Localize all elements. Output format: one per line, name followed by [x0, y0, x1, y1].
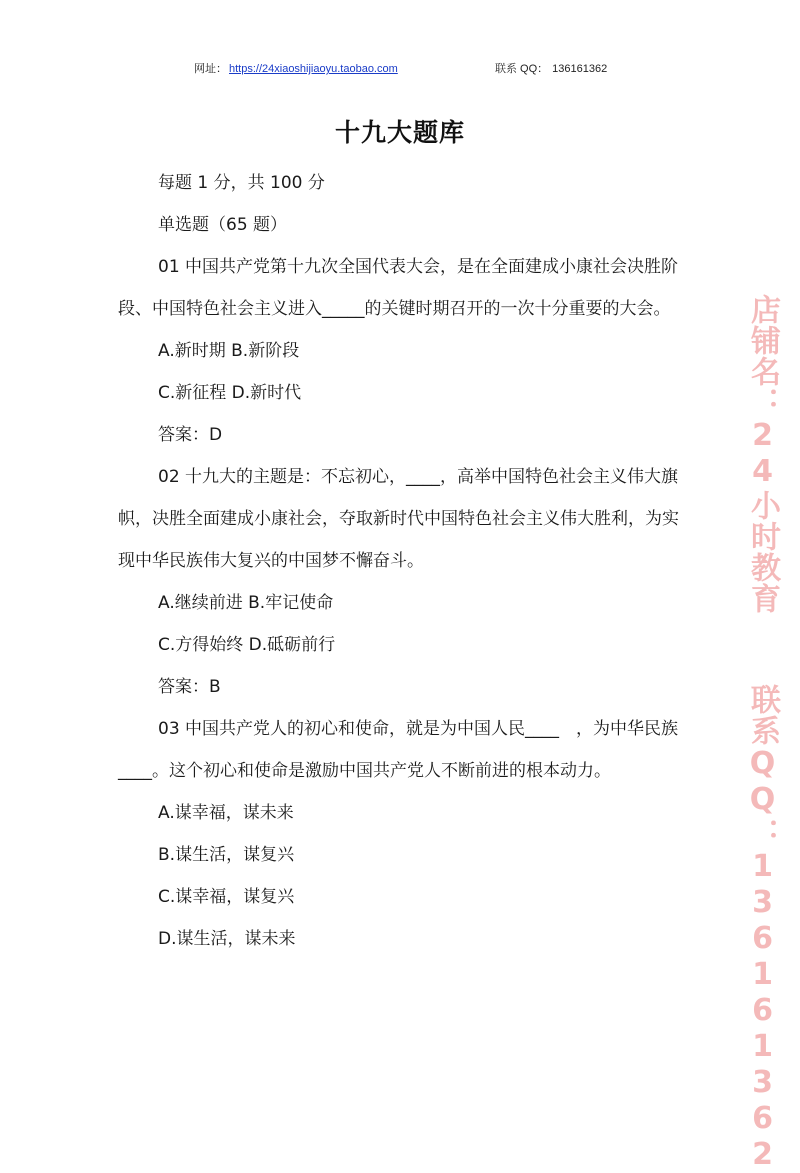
question-01-text: 01 中国共产党第十九次全国代表大会，是在全面建成小康社会决胜阶段、中国特色社会主义进入_____的关键时期召开的一次十分重要的大会。 — [118, 257, 679, 319]
question-02-options-ab: A.继续前进 B.牢记使命 — [158, 593, 334, 613]
watermark-contact-qq: 联系QQ：136161362 — [745, 684, 780, 1173]
question-03-option-d: D.谋生活，谋未来 — [158, 929, 296, 949]
website-link[interactable]: https://24xiaoshijiaoyu.taobao.com — [229, 63, 398, 75]
question-01-answer: 答案：D — [158, 425, 223, 445]
question-02-text: 02 十九大的主题是：不忘初心，____，高举中国特色社会主义伟大旗帜，决胜全面建成小康社会，夺取新时代中国特色社会主义伟大胜利，为实现中华民族伟大复兴的中国梦不懈奋斗。 — [118, 467, 679, 571]
question-03-option-a: A.谋幸福，谋未来 — [158, 803, 294, 823]
website-info — [194, 60, 398, 76]
question-03-option-c: C.谋幸福，谋复兴 — [158, 887, 295, 907]
qq-label: 联系 QQ： — [495, 63, 549, 75]
scoring-note: 每题 1 分，共 100 分 — [158, 173, 325, 193]
section-heading: 单选题（65 题） — [158, 215, 288, 235]
page-header — [0, 58, 800, 78]
question-03-text: 03 中国共产党人的初心和使命，就是为中国人民____ ，为中华民族____。这个初心和使命是激励中国共产党人不断前进的根本动力。 — [118, 719, 679, 781]
qq-number: 136161362 — [552, 63, 608, 75]
question-01-options-ab: A.新时期 B.新阶段 — [158, 341, 300, 361]
question-03-option-b: B.谋生活，谋复兴 — [158, 845, 295, 865]
contact-qq-info — [495, 60, 607, 76]
document-title: 十九大题库 — [334, 118, 465, 147]
question-02-answer: 答案：B — [158, 677, 221, 697]
website-label: 网址： — [194, 63, 227, 75]
document-body — [118, 162, 688, 960]
question-02-options-cd: C.方得始终 D.砥砺前行 — [158, 635, 336, 655]
shop-watermark — [732, 294, 792, 1173]
watermark-shop-name: 店铺名：24小时教育 — [745, 294, 780, 614]
question-01-options-cd: C.新征程 D.新时代 — [158, 383, 302, 403]
